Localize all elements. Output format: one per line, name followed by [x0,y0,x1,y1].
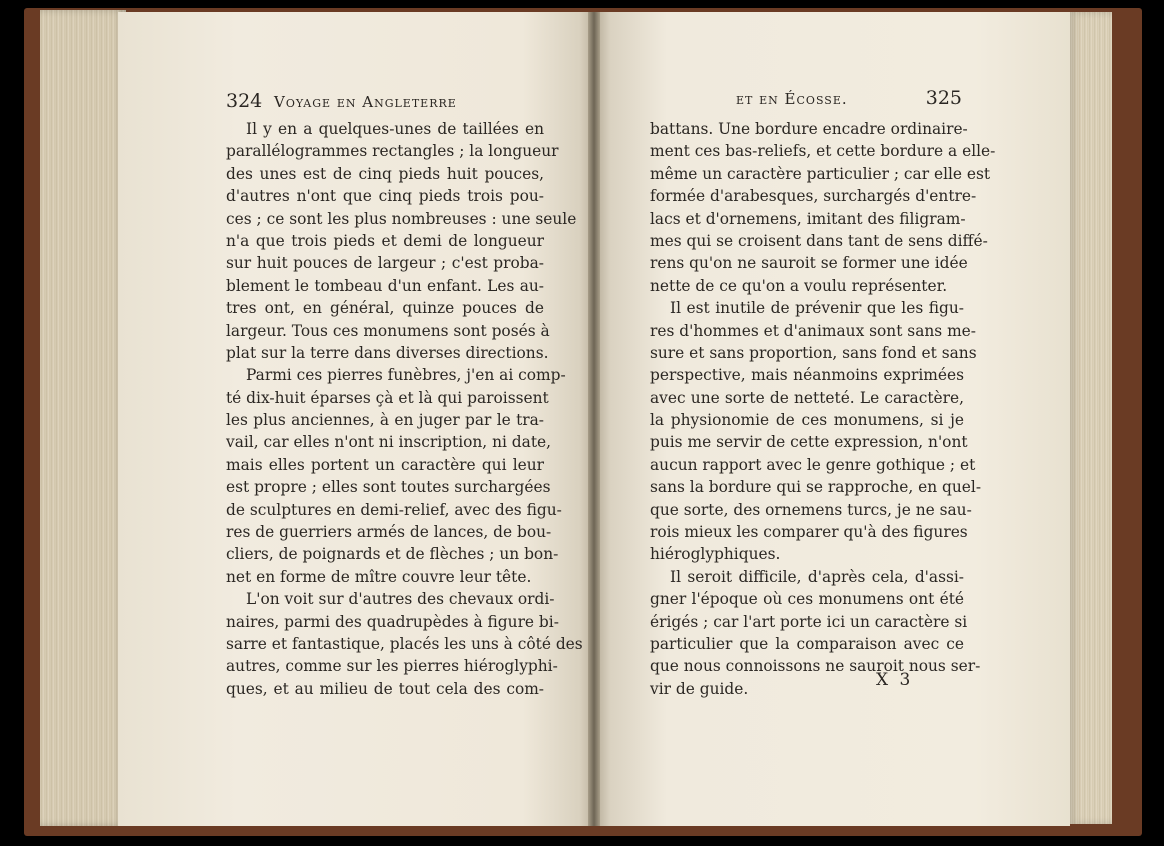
text-line: la physionomie de ces monumens, si je [650,411,964,430]
text-line: sur huit pouces de largeur ; c'est proba- [226,254,544,273]
text-line: L'on voit sur d'autres des chevaux ordi- [246,590,555,609]
text-line: que sorte, des ornemens turcs, je ne sau- [650,500,972,519]
text-line: des unes est de cinq pieds huit pouces, [226,164,544,183]
text-line: ques, et au milieu de tout cela des com- [226,679,544,698]
text-line: Il seroit difficile, d'après cela, d'assi- [670,567,964,586]
left-running-head [226,90,457,112]
page-edges-right [1068,12,1112,824]
left-running-title: Voyage en Angleterre [274,93,457,111]
text-line: les plus anciennes, à en juger par le tra- [226,411,544,430]
text-line: ces ; ce sont les plus nombreuses : une seule [226,209,577,228]
text-line: sure et sans proportion, sans fond et sans [650,343,977,362]
text-line: Il y en a quelques-unes de taillées en [246,120,544,138]
text-line: parallélogrammes rectangles ; la longueur [226,142,559,161]
text-line: té dix-huit éparses çà et là qui paroissent [226,388,549,407]
text-line: res de guerriers armés de lances, de bou- [226,523,552,542]
text-line: aucun rapport avec le genre gothique ; et [650,455,976,474]
text-line: formée d'arabesques, surchargés d'entre- [650,187,977,206]
text-line: rois mieux les comparer qu'à des figures [650,523,968,542]
text-line: d'autres n'ont que cinq pieds trois pou- [226,187,544,206]
text-line: est propre ; elles sont toutes surchargées [226,478,551,497]
text-line: vail, car elles n'ont ni inscription, ni date, [226,433,552,452]
right-running-title: et en Écosse. [736,90,848,108]
text-line: perspective, mais néanmoins exprimées [650,366,964,385]
text-line: que nous connoissons ne sauroit nous ser- [650,657,981,676]
text-line: Parmi ces pierres funèbres, j'en ai comp- [246,366,566,385]
text-line: particulier que la comparaison avec ce [650,634,964,653]
page-edges-left [40,10,126,826]
right-running-head [736,87,962,109]
text-line: mes qui se croisent dans tant de sens diffé- [650,231,988,250]
text-line: plat sur la terre dans diverses directions. [226,343,549,362]
text-line: net en forme de mître couvre leur tête. [226,567,532,586]
right-body-text [650,118,996,700]
text-line: cliers, de poignards et de flèches ; un bon- [226,545,559,564]
text-line: nette de ce qu'on a voulu représenter. [650,276,948,295]
text-line: battans. Une bordure encadre ordinaire- [650,120,968,138]
text-line: ment ces bas-reliefs, et cette bordure a elle- [650,142,996,161]
text-line: blement le tombeau d'un enfant. Les au- [226,276,544,295]
left-body-text [226,118,583,700]
text-line: tres ont, en général, quinze pouces de [226,299,544,318]
text-line: sarre et fantastique, placés les uns à côté des [226,634,583,653]
left-page-number: 324 [226,90,263,112]
text-line: rens qu'on ne sauroit se former une idée [650,254,968,273]
text-line: res d'hommes et d'animaux sont sans me- [650,321,976,340]
text-line: Il est inutile de prévenir que les figu- [670,299,964,318]
text-line: hiéroglyphiques. [650,545,781,564]
text-line: puis me servir de cette expression, n'ont [650,433,968,452]
text-line: gner l'époque où ces monumens ont été [650,590,964,609]
text-line: lacs et d'ornemens, imitant des filigram- [650,209,966,228]
text-line: autres, comme sur les pierres hiéroglyphi- [226,657,558,676]
text-line: largeur. Tous ces monumens sont posés à [226,321,550,340]
text-line: n'a que trois pieds et demi de longueur [226,231,544,250]
text-line: naires, parmi des quadrupèdes à figure bi- [226,612,559,631]
right-page-number: 325 [925,87,962,109]
text-line: avec une sorte de netteté. Le caractère, [650,388,964,407]
text-line: de sculptures en demi-relief, avec des figu- [226,500,562,519]
book-gutter [588,12,600,826]
text-line: érigés ; car l'art porte ici un caractère si [650,612,968,631]
signature-mark: X 3 [876,670,914,690]
text-line: mais elles portent un caractère qui leur [226,455,544,474]
text-line: sans la bordure qui se rapproche, en quel- [650,478,982,497]
text-line: même un caractère particulier ; car elle est [650,164,991,183]
text-line: vir de guide. [650,679,749,698]
